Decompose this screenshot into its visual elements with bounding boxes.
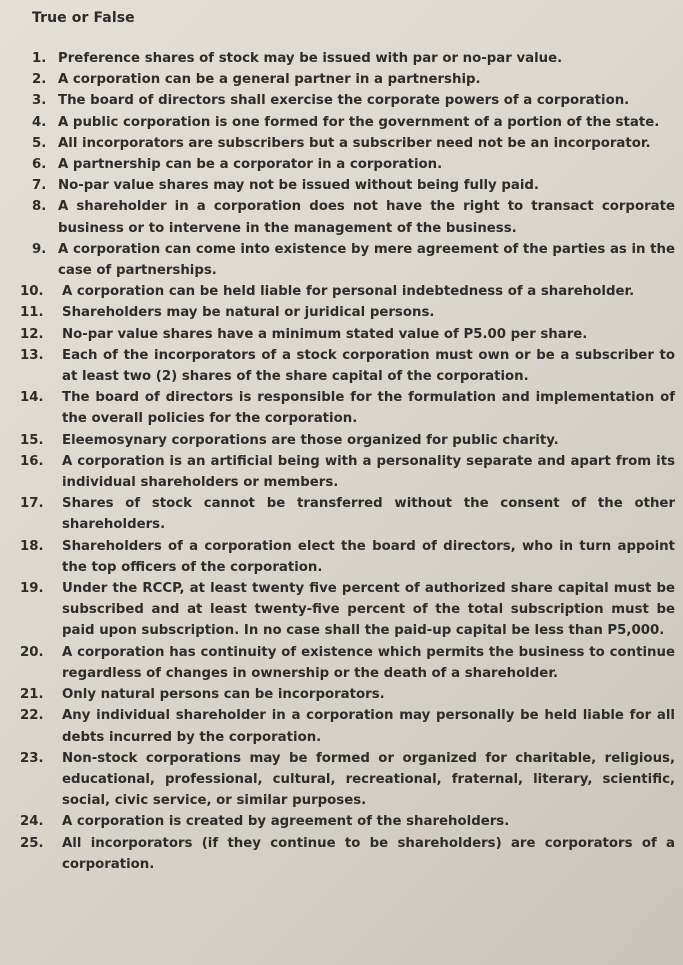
- list-item: [32, 48, 675, 69]
- item-number: 4.: [32, 114, 47, 130]
- item-number: 22.: [20, 708, 44, 724]
- item-number: 2.: [32, 72, 47, 88]
- item-number: 23.: [20, 750, 44, 766]
- item-text: Only natural persons can be incorporators.: [62, 687, 385, 703]
- item-number: 12.: [20, 326, 44, 342]
- item-text: All incorporators are subscribers but a subscriber need not be an incorporator.: [58, 135, 651, 151]
- list-item: [32, 154, 675, 175]
- item-text: A corporation can come into existence by mere agreement of the parties as in the case of partnerships.: [58, 241, 675, 279]
- item-text: Shareholders of a corporation elect the board of directors, who in turn appoint the top officers of the corporation.: [62, 538, 675, 575]
- item-text: Shareholders may be natural or juridical persons.: [62, 305, 435, 321]
- item-number: 11.: [20, 305, 44, 321]
- list-item: [20, 281, 675, 302]
- list-item: [20, 748, 675, 812]
- item-text: A corporation can be a general partner in a partnership.: [58, 72, 481, 88]
- item-text: The board of directors is responsible for the formulation and implementation of the overall policies for the corporation.: [62, 390, 675, 427]
- list-item: [20, 578, 675, 642]
- question-list: [20, 48, 675, 875]
- list-item: [20, 345, 675, 387]
- item-number: 25.: [20, 835, 44, 851]
- item-number: 15.: [20, 432, 44, 448]
- item-text: Non-stock corporations may be formed or organized for charitable, religious, educational, professional, cultural, recreational, fraternal, literary, scientific, social, civic service, or similar purposes.: [62, 750, 675, 809]
- item-number: 16.: [20, 453, 44, 469]
- list-item: [32, 112, 675, 133]
- item-text: All incorporators (if they continue to be shareholders) are corporators of a corporation.: [62, 835, 675, 872]
- item-text: A corporation is an artificial being with a personality separate and apart from its individual shareholders or members.: [62, 453, 675, 491]
- item-number: 8.: [32, 199, 47, 215]
- item-text: No-par value shares have a minimum stated value of P5.00 per share.: [62, 326, 588, 342]
- item-number: 9.: [32, 241, 47, 257]
- item-text: A public corporation is one formed for the government of a portion of the state.: [58, 114, 660, 130]
- list-item: [20, 302, 675, 323]
- item-text: No-par value shares may not be issued without being fully paid.: [58, 178, 539, 194]
- item-number: 6.: [32, 157, 47, 173]
- item-number: 13.: [20, 347, 44, 363]
- list-item: [32, 175, 675, 196]
- item-text: Under the RCCP, at least twenty five percent of authorized share capital must be subscribed and at least twenty-five percent of the total subscription must be paid upon subscription. In no case shall the paid-up capital be less than P5,000.: [62, 581, 675, 639]
- section-title: True or False: [32, 10, 135, 26]
- list-item: [20, 387, 675, 429]
- item-number: 10.: [20, 284, 44, 300]
- item-number: 24.: [20, 814, 44, 830]
- item-text: Any individual shareholder in a corporation may personally be held liable for all debts incurred by the corporation.: [62, 708, 675, 745]
- item-text: A corporation is created by agreement of the shareholders.: [62, 814, 510, 830]
- list-item: [20, 324, 675, 345]
- list-item: [32, 69, 675, 90]
- list-item: [32, 239, 675, 281]
- list-item: [20, 536, 675, 578]
- item-text: Shares of stock cannot be transferred without the consent of the other shareholders.: [62, 496, 675, 533]
- item-text: Preference shares of stock may be issued with par or no-par value.: [58, 51, 563, 66]
- list-item: [20, 705, 675, 747]
- item-text: Eleemosynary corporations are those organized for public charity.: [62, 432, 559, 448]
- item-text: Each of the incorporators of a stock corporation must own or be a subscriber to at least two (2) shares of the share capital of the corporation.: [62, 347, 675, 385]
- item-number: 5.: [32, 135, 47, 151]
- list-item: [20, 811, 675, 832]
- list-item: [32, 196, 675, 238]
- item-text: A partnership can be a corporator in a corporation.: [58, 157, 443, 173]
- item-number: 17.: [20, 496, 44, 512]
- item-number: 19.: [20, 581, 44, 597]
- item-number: 20.: [20, 644, 44, 660]
- list-item: [32, 133, 675, 154]
- item-number: 21.: [20, 687, 44, 703]
- list-item: [20, 430, 675, 451]
- item-text: The board of directors shall exercise the corporate powers of a corporation.: [58, 93, 630, 109]
- list-item: [20, 684, 675, 705]
- item-number: 1.: [32, 51, 47, 66]
- item-number: 18.: [20, 538, 44, 554]
- item-number: 14.: [20, 390, 44, 406]
- item-text: A corporation has continuity of existence which permits the business to continue regardless of changes in ownership or the death of a shareholder.: [62, 644, 675, 681]
- list-item: [20, 493, 675, 535]
- list-item: [20, 451, 675, 493]
- list-item: [20, 642, 675, 684]
- item-text: A shareholder in a corporation does not have the right to transact corporate business or to intervene in the management of the business.: [58, 199, 675, 236]
- item-number: 3.: [32, 93, 47, 109]
- item-text: A corporation can be held liable for personal indebtedness of a shareholder.: [62, 284, 635, 300]
- list-item: [20, 833, 675, 875]
- list-item: [32, 90, 675, 111]
- item-number: 7.: [32, 178, 47, 194]
